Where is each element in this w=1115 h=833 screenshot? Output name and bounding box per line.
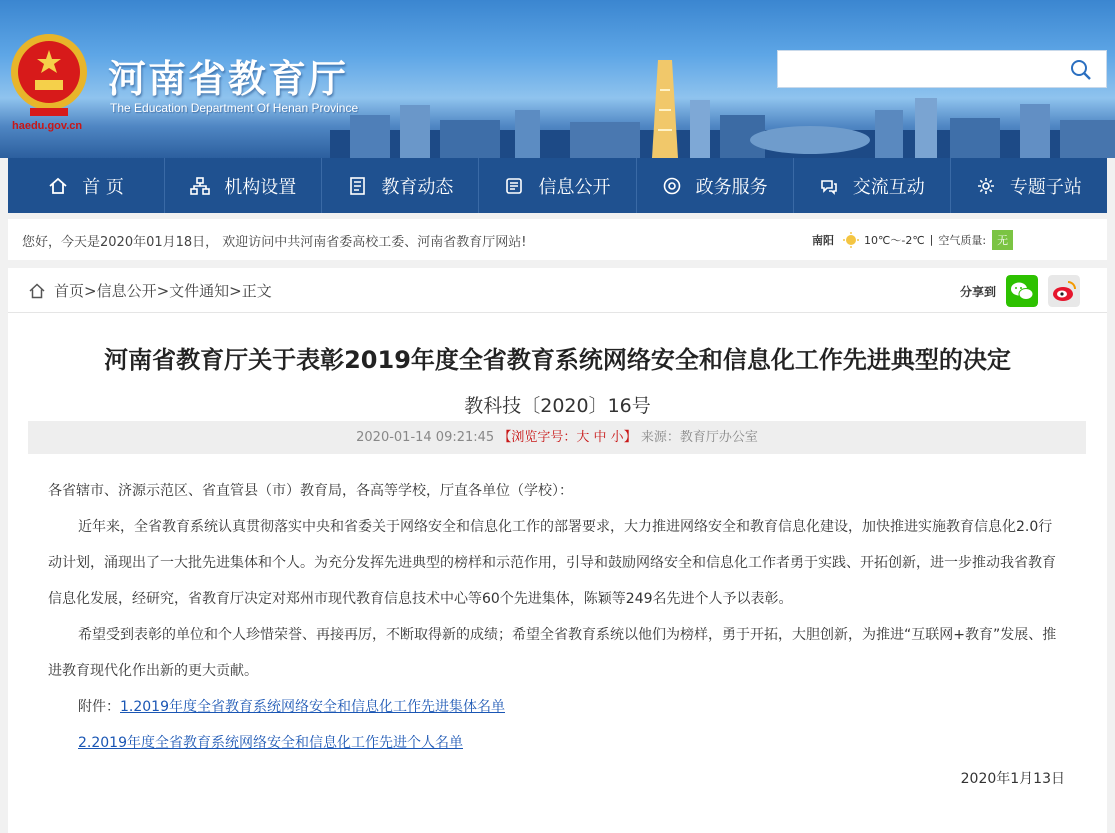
font-size-large[interactable]: 大	[576, 430, 590, 445]
breadcrumb-current: >正文	[229, 282, 272, 300]
breadcrumb-file-notice[interactable]: >文件通知	[156, 282, 230, 300]
font-size-prefix: 【浏览字号：	[498, 430, 577, 445]
attachment-line	[48, 689, 1058, 725]
nav-item-organization[interactable]	[165, 158, 322, 213]
document-number: 教科技〔2020〕16号	[464, 395, 651, 417]
weather-city: 南阳	[812, 233, 834, 247]
service-icon	[662, 176, 682, 196]
paragraph: 希望受到表彰的单位和个人珍惜荣誉、再接再厉，不断取得新的成绩；希望全省教育系统以他们为榜样，勇于开拓，大胆创新，为推进“互联网+教育”发展、推进教育现代化作出新的更大贡献。	[48, 627, 1057, 679]
site-domain: haedu.gov.cn	[12, 120, 83, 132]
sunny-weather-icon	[842, 231, 860, 249]
document-icon	[347, 176, 367, 196]
weather-separator: |	[929, 233, 934, 246]
nav-label: 政务服务	[695, 176, 768, 198]
attachment-label: 附件：	[78, 699, 120, 715]
share-label: 分享到	[960, 284, 997, 299]
info-icon	[504, 176, 524, 196]
font-size-suffix: 】	[623, 430, 637, 445]
welcome-bar	[8, 219, 1107, 260]
welcome-message: 您好，今天是2020年01月18日， 欢迎访问中共河南省委高校工委、河南省教育厅网站!	[22, 235, 527, 250]
nav-label: 教育动态	[381, 176, 454, 198]
attachment-link-1[interactable]: 1.2019年度全省教育系统网络安全和信息化工作先进集体名单	[120, 699, 505, 715]
nav-item-special-sites[interactable]	[951, 158, 1107, 213]
article-body	[48, 473, 1058, 761]
search-input[interactable]	[788, 52, 1072, 88]
search-icon[interactable]	[1070, 59, 1092, 81]
home-icon	[28, 282, 46, 300]
breadcrumb	[28, 280, 272, 301]
interaction-icon	[819, 176, 839, 196]
air-quality-label: 空气质量:	[938, 233, 987, 247]
font-size-small[interactable]: 小	[610, 430, 624, 445]
site-header	[0, 0, 1115, 158]
breadcrumb-info-disclosure[interactable]: >信息公开	[84, 282, 157, 300]
attachment-line	[48, 725, 1058, 761]
national-emblem-icon	[8, 28, 90, 120]
weibo-icon[interactable]	[1048, 275, 1080, 307]
sign-date: 2020年1月13日	[960, 771, 1065, 787]
site-title[interactable]: 河南省教育厅	[108, 57, 349, 101]
article-container	[8, 268, 1107, 833]
nav-item-interaction[interactable]	[794, 158, 951, 213]
weather-temperature: 10℃～-2℃	[864, 233, 925, 247]
weather-widget	[808, 225, 1092, 254]
main-nav	[8, 158, 1107, 213]
search-box	[777, 50, 1107, 88]
home-icon	[48, 176, 68, 196]
article-source: 来源：教育厅办公室	[640, 430, 758, 445]
nav-label: 交流互动	[852, 176, 925, 198]
nav-label: 机构设置	[224, 176, 297, 198]
font-size-switcher	[498, 430, 636, 445]
attachment-link-2[interactable]: 2.2019年度全省教育系统网络安全和信息化工作先进个人名单	[78, 735, 463, 751]
nav-label: 信息公开	[538, 176, 611, 198]
gear-icon	[976, 176, 996, 196]
org-chart-icon	[190, 176, 210, 196]
font-size-medium[interactable]: 中	[593, 430, 607, 445]
salutation: 各省辖市、济源示范区、省直管县（市）教育局，各高等学校，厅直各单位（学校）：	[48, 483, 573, 499]
site-subtitle: The Education Department Of Henan Province	[110, 101, 359, 115]
nav-label: 首 页	[82, 176, 124, 198]
nav-item-government-service[interactable]	[637, 158, 794, 213]
article-title: 河南省教育厅关于表彰2019年度全省教育系统网络安全和信息化工作先进典型的决定	[104, 346, 1011, 374]
publish-datetime: 2020-01-14 09:21:45	[356, 430, 495, 445]
air-quality-badge: 无	[992, 230, 1013, 250]
header-divider	[8, 312, 1107, 313]
paragraph: 近年来，全省教育系统认真贯彻落实中央和省委关于网络安全和信息化工作的部署要求，大力推进网络安全和教育信息化建设，加快推进实施教育信息化2.0行动计划，涌现出了一大批先进集体和个人。为充分发挥先进典型的榜样和示范作用，引导和鼓励网络安全和信息化工作者勇于实践、开拓创新，进一步推动我省教育信息化发展，经研究，省教育厅决定对郑州市现代教育信息技术中心等60个先进集体，陈颖等249名先进个人予以表彰。	[48, 519, 1056, 607]
share-bar	[960, 275, 1080, 307]
article-meta	[28, 421, 1086, 454]
breadcrumb-home[interactable]: 首页	[54, 282, 85, 300]
nav-label: 专题子站	[1009, 176, 1082, 198]
nav-item-education-news[interactable]	[322, 158, 479, 213]
wechat-icon[interactable]	[1006, 275, 1038, 307]
nav-item-home[interactable]	[8, 158, 165, 213]
nav-item-info-disclosure[interactable]	[479, 158, 636, 213]
